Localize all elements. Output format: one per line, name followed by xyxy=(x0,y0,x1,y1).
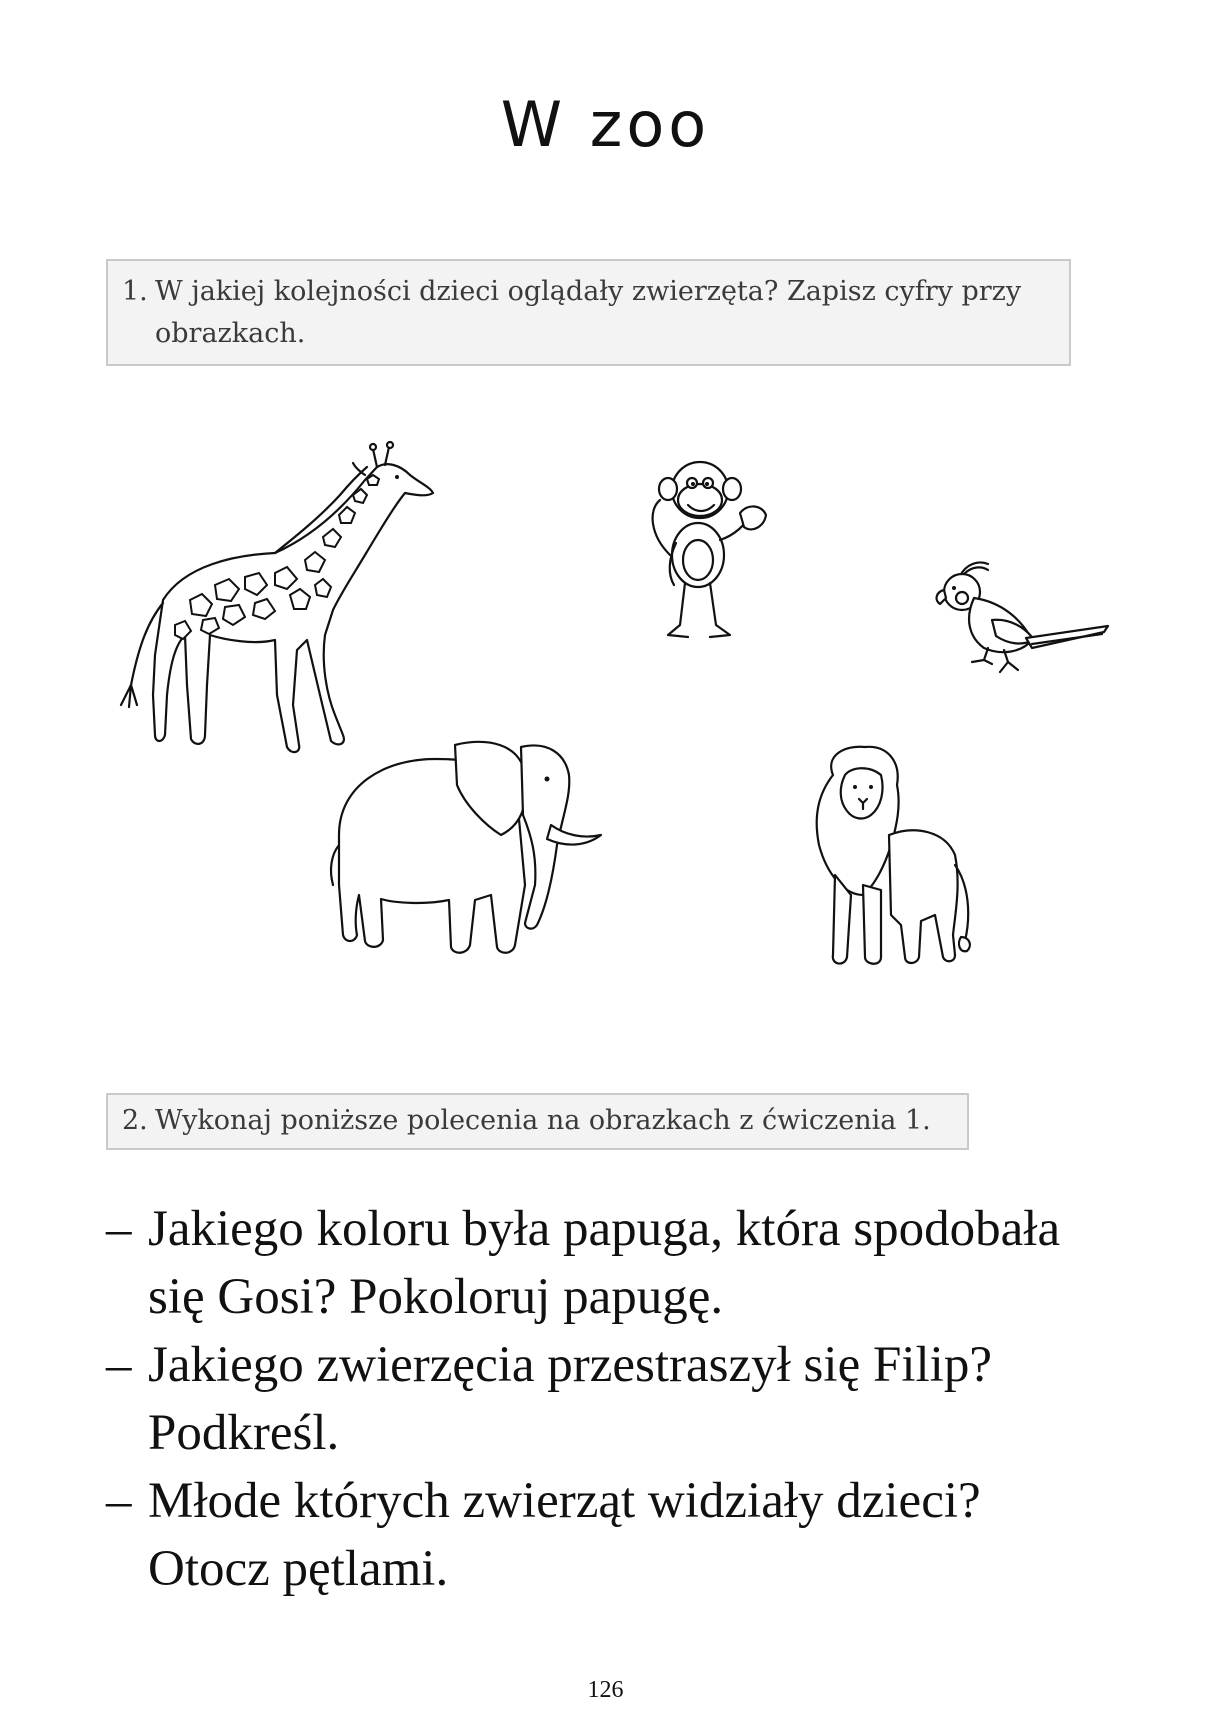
exercise-2-box xyxy=(106,1093,969,1150)
giraffe-icon[interactable] xyxy=(115,435,435,765)
question-item xyxy=(106,1331,1106,1467)
question-item xyxy=(106,1467,1106,1603)
question-dash: – xyxy=(106,1201,132,1257)
question-text: Jakiego zwierzęcia przestraszył się Filip? Podkreśl. xyxy=(148,1337,992,1461)
exercise-2-number: 2. xyxy=(122,1105,148,1136)
question-list xyxy=(106,1195,1106,1603)
question-dash: – xyxy=(106,1473,132,1529)
parrot-icon[interactable] xyxy=(922,560,1112,700)
exercise-1-box xyxy=(106,259,1071,366)
exercise-1-instruction: W jakiej kolejności dzieci oglądały zwierzęta? Zapisz cyfry przy obrazkach. xyxy=(155,276,1022,349)
page-number: 126 xyxy=(587,1677,624,1703)
question-text: Młode których zwierząt widziały dzieci? Otocz pętlami. xyxy=(148,1473,981,1597)
monkey-icon[interactable] xyxy=(640,455,790,665)
exercise-1-number: 1. xyxy=(122,276,148,307)
page-title: W zoo xyxy=(500,88,711,161)
lion-icon[interactable] xyxy=(805,745,975,975)
question-text: Jakiego koloru była papuga, która spodobała się Gosi? Pokoloruj papugę. xyxy=(148,1201,1061,1325)
question-dash: – xyxy=(106,1337,132,1393)
elephant-icon[interactable] xyxy=(325,735,625,965)
question-item xyxy=(106,1195,1106,1331)
exercise-2-instruction: Wykonaj poniższe polecenia na obrazkach z ćwiczenia 1. xyxy=(155,1105,931,1136)
